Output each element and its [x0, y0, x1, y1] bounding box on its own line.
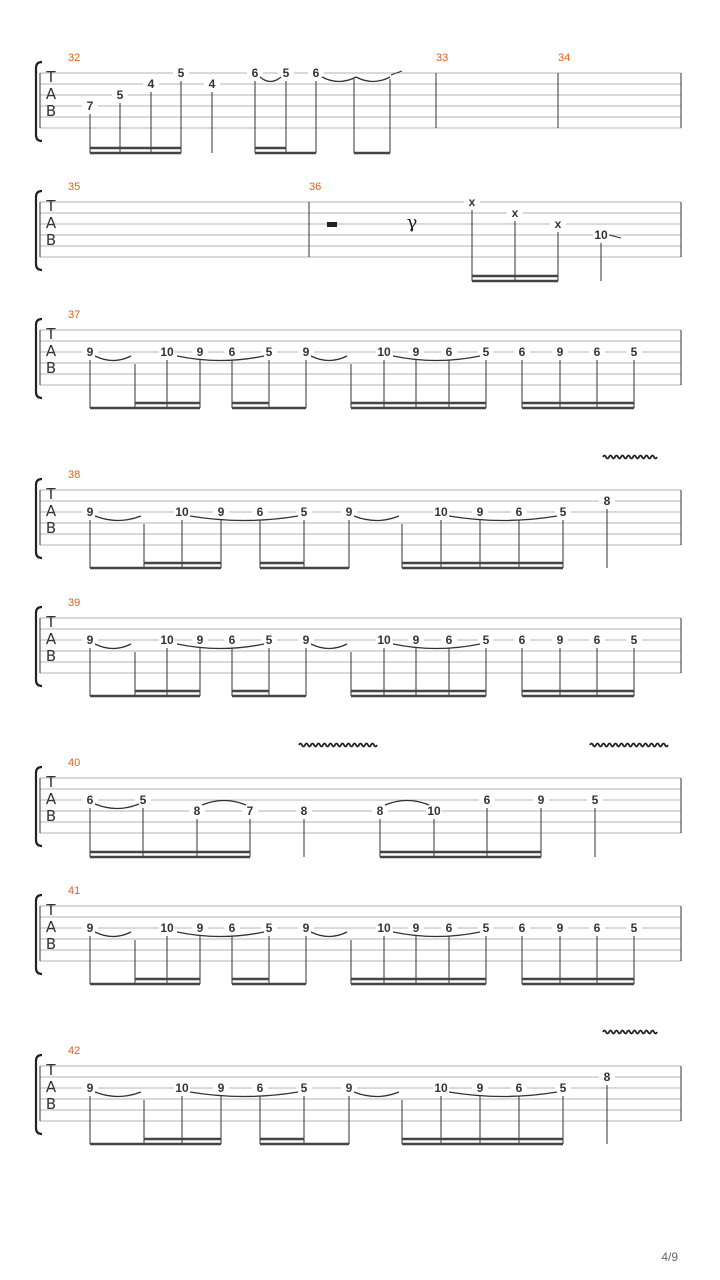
system-bracket [36, 62, 42, 141]
fret-number: 9 [86, 345, 94, 359]
fret-number: 10 [377, 345, 391, 359]
half-rest [327, 222, 337, 227]
measure-number: 40 [68, 757, 81, 769]
fret-number: 5 [591, 793, 599, 807]
fret-number: 9 [217, 505, 225, 519]
fret-number: 5 [265, 345, 273, 359]
fret-number: 6 [445, 345, 453, 359]
fret-number: 4 [208, 77, 216, 91]
tie-arc [393, 932, 480, 937]
fret-number: 8 [376, 804, 384, 818]
tab-clef-letter: B [45, 231, 57, 249]
tie-arc [202, 801, 246, 806]
tie-arc [95, 644, 131, 649]
tie-arc [354, 1092, 399, 1097]
fret-number: 6 [86, 793, 94, 807]
fret-number: 9 [86, 1081, 94, 1095]
fret-number: 6 [256, 505, 264, 519]
system-bracket [36, 607, 42, 686]
fret-number: 10 [160, 921, 174, 935]
tab-system [36, 885, 681, 984]
fret-number: 9 [302, 633, 310, 647]
fret-number: 9 [476, 505, 484, 519]
tab-system [36, 456, 681, 569]
vibrato-mark [590, 744, 668, 747]
fret-number: 6 [483, 793, 491, 807]
tie-arc [393, 356, 480, 361]
tab-system [36, 1031, 681, 1145]
tie-arc [354, 516, 399, 521]
fret-number: 6 [228, 633, 236, 647]
tie-arc [95, 804, 139, 809]
tab-clef-letter: B [45, 935, 57, 953]
fret-number: 10 [160, 345, 174, 359]
fret-number: 10 [377, 633, 391, 647]
fret-number: 9 [217, 1081, 225, 1095]
tie-arc [311, 932, 347, 937]
tab-clef-letter: B [45, 102, 57, 120]
tie-arc [322, 77, 356, 82]
fret-number: 5 [630, 345, 638, 359]
tab-system [36, 52, 681, 153]
fret-number: 5 [482, 345, 490, 359]
tab-clef-letter: T [46, 197, 56, 215]
fret-number: 10 [434, 505, 448, 519]
fret-number: 5 [116, 88, 124, 102]
fret-number: 9 [556, 345, 564, 359]
tab-clef-letter: A [45, 502, 57, 520]
fret-number: 9 [86, 505, 94, 519]
fret-number: 5 [177, 66, 185, 80]
fret-number: 5 [559, 1081, 567, 1095]
vibrato-mark [299, 744, 377, 747]
system-bracket [36, 479, 42, 558]
tie-arc [95, 1092, 141, 1097]
fret-number: 6 [228, 345, 236, 359]
tab-clef-letter: B [45, 647, 57, 665]
tie-arc [95, 516, 141, 521]
fret-number: 9 [556, 633, 564, 647]
fret-number: 6 [515, 505, 523, 519]
tab-clef-letter: T [46, 901, 56, 919]
tab-clef-letter: T [46, 613, 56, 631]
fret-number: 9 [196, 345, 204, 359]
tab-clef-letter: A [45, 918, 57, 936]
vibrato-mark [603, 1031, 657, 1034]
tie-arc [311, 356, 347, 361]
tie-arc [311, 644, 347, 649]
tie-arc [177, 356, 264, 361]
measure-number: 38 [68, 469, 81, 481]
tie-arc [177, 932, 264, 937]
tab-system [36, 309, 681, 408]
fret-number: 6 [593, 921, 601, 935]
fret-number: 9 [86, 633, 94, 647]
fret-number: 6 [445, 921, 453, 935]
measure-number: 35 [68, 181, 81, 193]
fret-number: 6 [251, 66, 259, 80]
tie-arc [449, 1092, 557, 1097]
tab-clef-letter: A [45, 214, 57, 232]
fret-number: 6 [593, 345, 601, 359]
measure-number: 32 [68, 52, 81, 64]
measure-number: 41 [68, 885, 81, 897]
measure-number: 37 [68, 309, 81, 321]
fret-number: 10 [377, 921, 391, 935]
tab-clef-letter: A [45, 630, 57, 648]
tie-arc [190, 516, 298, 521]
vibrato-mark [603, 456, 657, 459]
fret-number: 5 [139, 793, 147, 807]
fret-number: 9 [556, 921, 564, 935]
fret-number: 9 [537, 793, 545, 807]
fret-number: 6 [228, 921, 236, 935]
tab-clef-letter: A [45, 790, 57, 808]
fret-number: 10 [160, 633, 174, 647]
fret-number: 8 [603, 494, 611, 508]
fret-number: 9 [302, 345, 310, 359]
fret-number: 5 [630, 633, 638, 647]
tab-clef-letter: B [45, 807, 57, 825]
fret-number: 5 [559, 505, 567, 519]
fret-number: 5 [300, 1081, 308, 1095]
tie-arc [95, 356, 131, 361]
tab-clef-letter: T [46, 485, 56, 503]
tie-arc [385, 801, 429, 806]
tab-clef-letter: B [45, 519, 57, 537]
fret-number: 8 [603, 1070, 611, 1084]
fret-number: 10 [594, 228, 608, 242]
fret-number: x [511, 206, 519, 220]
fret-number: 10 [175, 1081, 189, 1095]
tab-system [36, 597, 681, 696]
fret-number: 9 [345, 1081, 353, 1095]
fret-number: 9 [412, 345, 420, 359]
fret-number: 9 [345, 505, 353, 519]
system-bracket [36, 895, 42, 974]
fret-number: 6 [445, 633, 453, 647]
fret-number: 6 [593, 633, 601, 647]
tab-clef-letter: T [46, 325, 56, 343]
fret-number: 6 [518, 345, 526, 359]
measure-number: 34 [558, 52, 571, 64]
fret-number: 9 [196, 633, 204, 647]
fret-number: 6 [518, 633, 526, 647]
tie-arc [356, 77, 390, 82]
tab-clef-letter: T [46, 68, 56, 86]
tab-clef-letter: A [45, 85, 57, 103]
fret-number: 7 [246, 804, 254, 818]
tab-clef-letter: T [46, 1061, 56, 1079]
system-bracket [36, 191, 42, 270]
fret-number: 8 [193, 804, 201, 818]
tie-arc [177, 644, 264, 649]
fret-number: 5 [630, 921, 638, 935]
measure-number: 39 [68, 597, 81, 609]
system-bracket [36, 1055, 42, 1134]
measure-number: 33 [436, 52, 449, 64]
tab-system [36, 744, 681, 858]
tie-arc [190, 1092, 298, 1097]
system-bracket [36, 767, 42, 846]
fret-number: 4 [147, 77, 155, 91]
fret-number: 5 [265, 921, 273, 935]
eighth-rest: γ [406, 212, 418, 233]
fret-number: 5 [482, 921, 490, 935]
fret-number: 8 [300, 804, 308, 818]
tab-system [36, 181, 681, 281]
fret-number: 9 [302, 921, 310, 935]
fret-number: 10 [434, 1081, 448, 1095]
tab-clef-letter: A [45, 342, 57, 360]
system-bracket [36, 319, 42, 398]
fret-number: 5 [482, 633, 490, 647]
fret-number: 6 [256, 1081, 264, 1095]
tie-arc [260, 77, 281, 82]
tie-arc [449, 516, 557, 521]
fret-number: 9 [412, 921, 420, 935]
fret-number: 10 [175, 505, 189, 519]
tab-clef-letter: A [45, 1078, 57, 1096]
fret-number: 9 [412, 633, 420, 647]
page-number: 4/9 [661, 1250, 678, 1264]
tab-clef-letter: T [46, 773, 56, 791]
fret-number: 5 [300, 505, 308, 519]
fret-number: 6 [515, 1081, 523, 1095]
measure-number: 36 [309, 181, 322, 193]
fret-number: x [468, 195, 476, 209]
fret-number: x [554, 217, 562, 231]
tie-arc [95, 932, 131, 937]
tie-arc [393, 644, 480, 649]
measure-number: 42 [68, 1045, 81, 1057]
fret-number: 6 [518, 921, 526, 935]
fret-number: 9 [86, 921, 94, 935]
fret-number: 9 [476, 1081, 484, 1095]
fret-number: 7 [86, 99, 94, 113]
tab-clef-letter: B [45, 359, 57, 377]
fret-number: 5 [265, 633, 273, 647]
tab-clef-letter: B [45, 1095, 57, 1113]
fret-number: 10 [427, 804, 441, 818]
fret-number: 9 [196, 921, 204, 935]
fret-number: 6 [312, 66, 320, 80]
fret-number: 5 [282, 66, 290, 80]
